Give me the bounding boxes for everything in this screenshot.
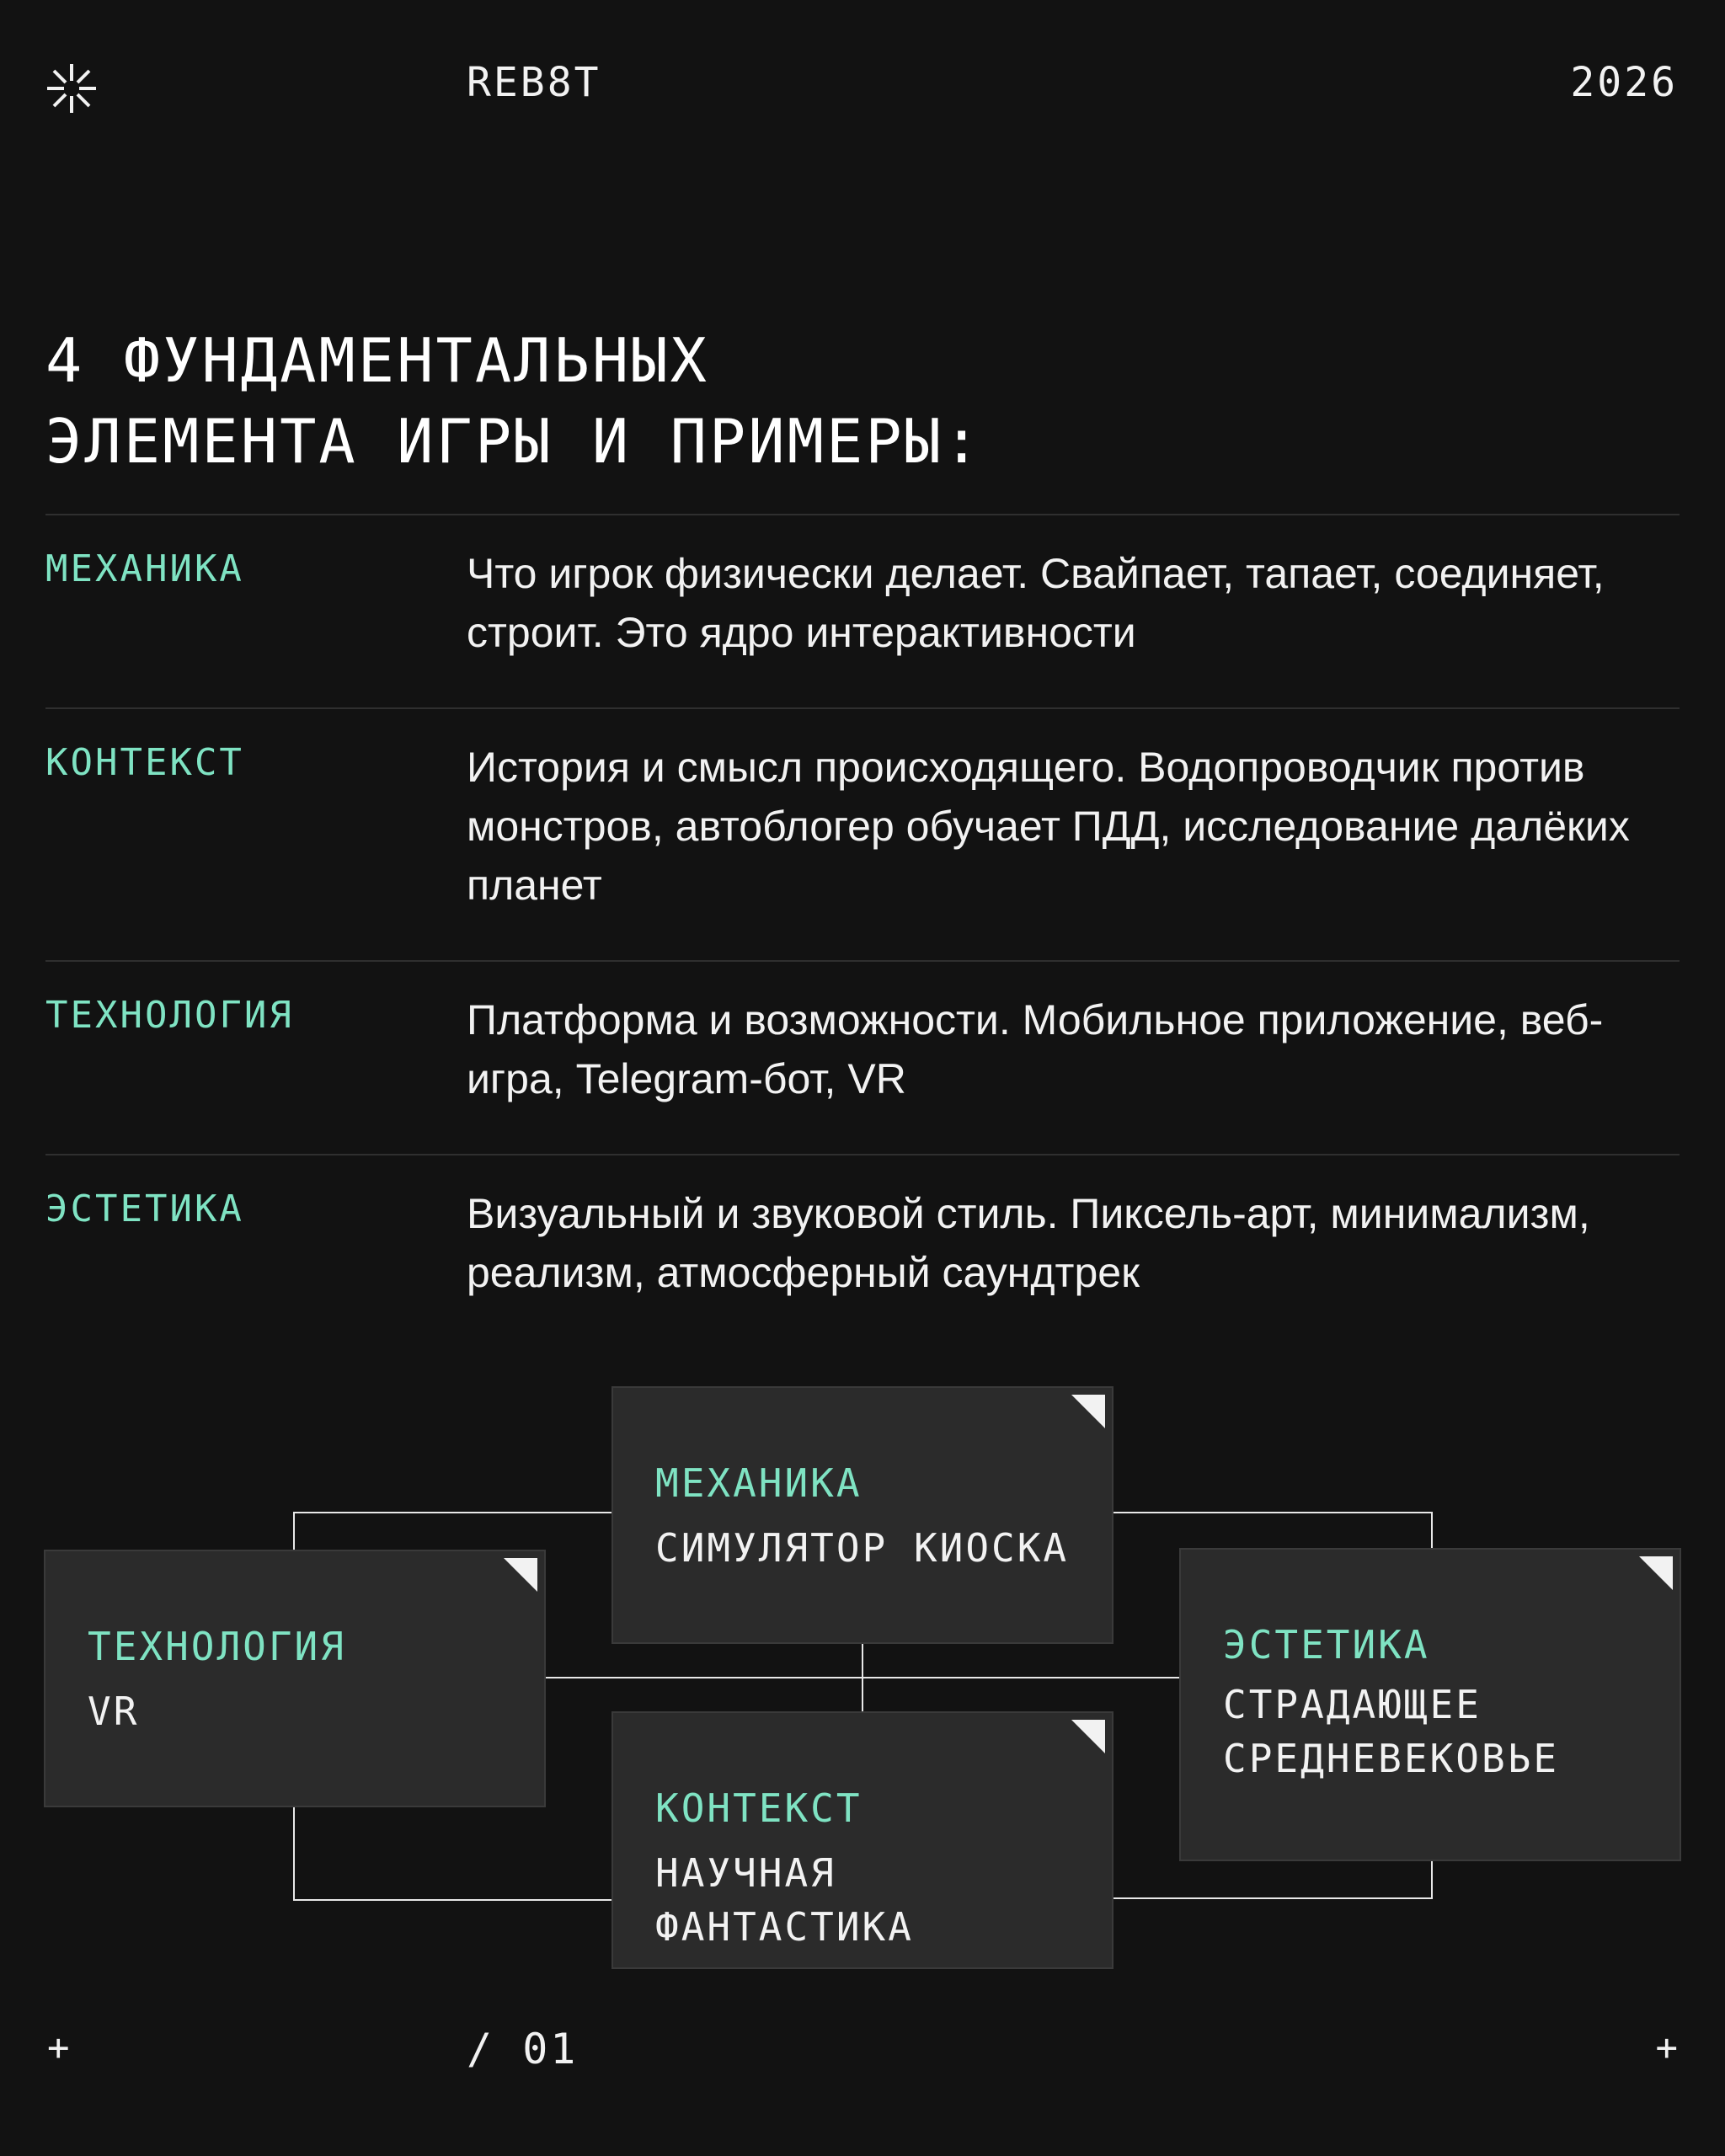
element-description: Визуальный и звуковой стиль. Пиксель-арт, минимализм, реализм, атмосферный саундтрек [467, 1190, 1590, 1296]
element-label: ЭСТЕТИКА [45, 1187, 244, 1230]
element-row-context [45, 707, 1680, 960]
folded-corner-icon [1639, 1556, 1673, 1590]
plus-left-icon: + [47, 2026, 70, 2069]
element-label: КОНТЕКСТ [45, 741, 244, 784]
page-number: / 01 [467, 2025, 579, 2073]
plus-right-icon: + [1655, 2026, 1678, 2069]
element-row-mechanics [45, 514, 1680, 707]
card-value: НАУЧНАЯ ФАНТАСТИКА [655, 1850, 914, 1950]
diagram-card-aesthetics [1179, 1548, 1681, 1861]
card-label: ТЕХНОЛОГИЯ [88, 1624, 346, 1669]
year-label: 2026 [1570, 59, 1678, 106]
diagram-card-mechanics [611, 1386, 1114, 1644]
card-label: ЭСТЕТИКА [1223, 1622, 1430, 1668]
elements-list [45, 514, 1680, 1348]
card-value: СИМУЛЯТОР КИОСКА [655, 1525, 1070, 1571]
card-label: МЕХАНИКА [655, 1460, 862, 1506]
page-title [45, 320, 982, 482]
element-description: Платформа и возможности. Мобильное приложение, веб-игра, Telegram-бот, VR [467, 996, 1604, 1102]
element-label: ТЕХНОЛОГИЯ [45, 994, 294, 1037]
diagram-card-technology [44, 1550, 546, 1807]
element-row-aesthetics [45, 1154, 1680, 1348]
element-description: История и смысл происходящего. Водопроводчик против монстров, автоблогер обучает ПДД, исследование далёких планет [467, 744, 1630, 909]
asterisk-burst-icon [45, 62, 98, 115]
card-value: VR [88, 1689, 140, 1734]
card-label: КОНТЕКСТ [655, 1785, 862, 1831]
card-value: СТРАДАЮЩЕЕ СРЕДНЕВЕКОВЬЕ [1223, 1682, 1560, 1781]
title-line-1: 4 ФУНДАМЕНТАЛЬНЫХ [45, 325, 709, 396]
element-description: Что игрок физически делает. Свайпает, тапает, соединяет, строит. Это ядро интерактивности [467, 550, 1605, 656]
brand-name: REB8T [467, 59, 601, 106]
folded-corner-icon [504, 1558, 537, 1592]
title-line-2: ЭЛЕМЕНТА ИГРЫ И ПРИМЕРЫ: [45, 406, 983, 477]
element-row-technology [45, 960, 1680, 1154]
element-label: МЕХАНИКА [45, 547, 244, 590]
folded-corner-icon [1071, 1395, 1105, 1428]
folded-corner-icon [1071, 1720, 1105, 1753]
diagram-card-context [611, 1711, 1114, 1969]
